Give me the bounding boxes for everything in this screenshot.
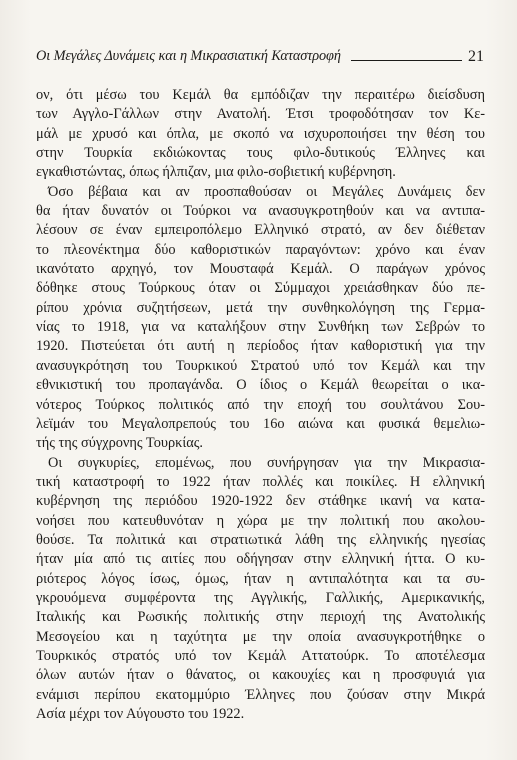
text-line: θούσε. Τα πολιτικά και στρατιωτικά λάθη της ελληνικής ηγεσίας xyxy=(36,531,485,548)
header-rule xyxy=(351,60,462,61)
text-line: ικανότατο αρχηγό, τον Μουσταφά Κεμάλ. Ο παράγων χρόνος xyxy=(36,261,485,278)
text-line: Τουρκικός στρατός υπό τον Κεμάλ Αττατούρκ. Το αποτέλεσμα xyxy=(36,647,485,664)
text-line: Οι συγκυρίες, επομένως, που συνήργησαν για την Μικρασια- xyxy=(48,454,485,471)
running-title: Οι Μεγάλες Δυνάμεις και η Μικρασιατική Καταστροφή xyxy=(36,48,341,64)
text-line: λέσουν σε έναν εμπειροπόλεμο Ελληνικό στρατό, αν δεν διέθεταν xyxy=(36,222,485,239)
text-line: γκρουόμενα συμφέροντα της Αγγλικής, Γαλλικής, Αμερικανικής, xyxy=(36,589,485,606)
text-line: των Αγγλο-Γάλλων στην Ανατολή. Έτσι τροφοδότησαν τον Κε- xyxy=(36,106,485,123)
text-line: ριότερος λόγος ίσως, όμως, ήταν η αντιπαλότητα και τα συ- xyxy=(36,570,485,587)
text-line: Όσο βέβαια και αν προσπαθούσαν οι Μεγάλες Δυνάμεις δεν xyxy=(48,183,485,200)
text-line: 1920. Πιστεύεται ότι αυτή η περίοδος ήταν καθοριστική για την xyxy=(36,338,485,355)
text-line: νοήσει που κατευθυνόταν η χώρα με την πολιτική που ακολου- xyxy=(36,512,485,529)
text-line: τική καταστροφή το 1922 ήταν πολλές και ποικίλες. Η ελληνική xyxy=(36,473,485,490)
text-line: Μεσογείου και η ταχύτητα με την οποία ανασυγκροτήθηκε ο xyxy=(36,628,485,645)
text-line: ενάμισι περίπου εκατομμύριο Έλληνες που ζούσαν στην Μικρά xyxy=(36,686,485,703)
body-text xyxy=(36,86,485,724)
text-line: τής της σύγχρονης Τουρκίας. xyxy=(36,435,203,452)
text-line: εγκαθιστώντας, όπως ήλπιζαν, μια φιλο-σοβιετική κυβέρνηση. xyxy=(36,164,396,181)
text-line: μάλ με χρυσό και όπλα, με σκοπό να ισχυροποιήσει την θέση του xyxy=(36,125,485,142)
paragraph-3 xyxy=(36,454,485,725)
text-line: ρίπου χρόνια συζητήσεων, μετά την συνθηκολόγηση της Γερμα- xyxy=(36,299,485,316)
text-line: ον, ότι μέσω του Κεμάλ θα εμπόδιζαν την περαιτέρω διείσδυση xyxy=(36,87,485,103)
text-line: εθνικιστική του προπαγάνδα. Ο ίδιος ο Κεμάλ θεωρείται ο ικα- xyxy=(36,377,485,394)
text-line: ανασυγκρότηση του Τουρκικού Στρατού υπό τον Κεμάλ και την xyxy=(36,357,485,374)
text-line: θα ήταν δυνατόν οι Τούρκοι να ανασυγκροτηθούν και να αντιπα- xyxy=(36,203,485,220)
text-line: όλων αυτών ήταν ο θάνατος, οι κακουχίες και η προσφυγιά για xyxy=(36,667,485,684)
text-line: νότερος Τούρκος πολιτικός από την εποχή του σουλτάνου Σου- xyxy=(36,396,485,413)
text-line: στην Τουρκία εκδιώκοντας τους φιλο-δυτικούς Έλληνες και xyxy=(36,145,485,162)
paragraph-1 xyxy=(36,86,485,183)
text-line: λεϊμάν του Μεγαλοπρεπούς του 16ο αιώνα και φυσικά θεμελιω- xyxy=(36,415,485,432)
running-header xyxy=(36,43,484,65)
text-line: κυβέρνηση της περιόδου 1920-1922 δεν στάθηκε ικανή να κατα- xyxy=(36,493,485,510)
text-line: ήταν μία από τις αιτίες που οδήγησαν στην ελληνική ήττα. Ο κυ- xyxy=(36,551,485,568)
text-line: το πλεονέκτημα δύο καθοριστικών παραγόντων: χρόνο και έναν xyxy=(36,241,485,258)
text-line: Ασία μέχρι τον Αύγουστο του 1922. xyxy=(36,706,245,722)
text-line: νίας το 1918, για να καταλήξουν στην Συνθήκη των Σεβρών το xyxy=(36,319,485,336)
paragraph-2 xyxy=(36,183,485,454)
text-line: δόθηκε στους Τούρκους όταν οι Σύμμαχοι χρειάσθηκαν δύο πε- xyxy=(36,280,485,297)
text-line: Ιταλικής και Ρωσικής πολιτικής στην περιοχή της Ανατολικής xyxy=(36,609,485,626)
page-number: 21 xyxy=(468,48,484,65)
